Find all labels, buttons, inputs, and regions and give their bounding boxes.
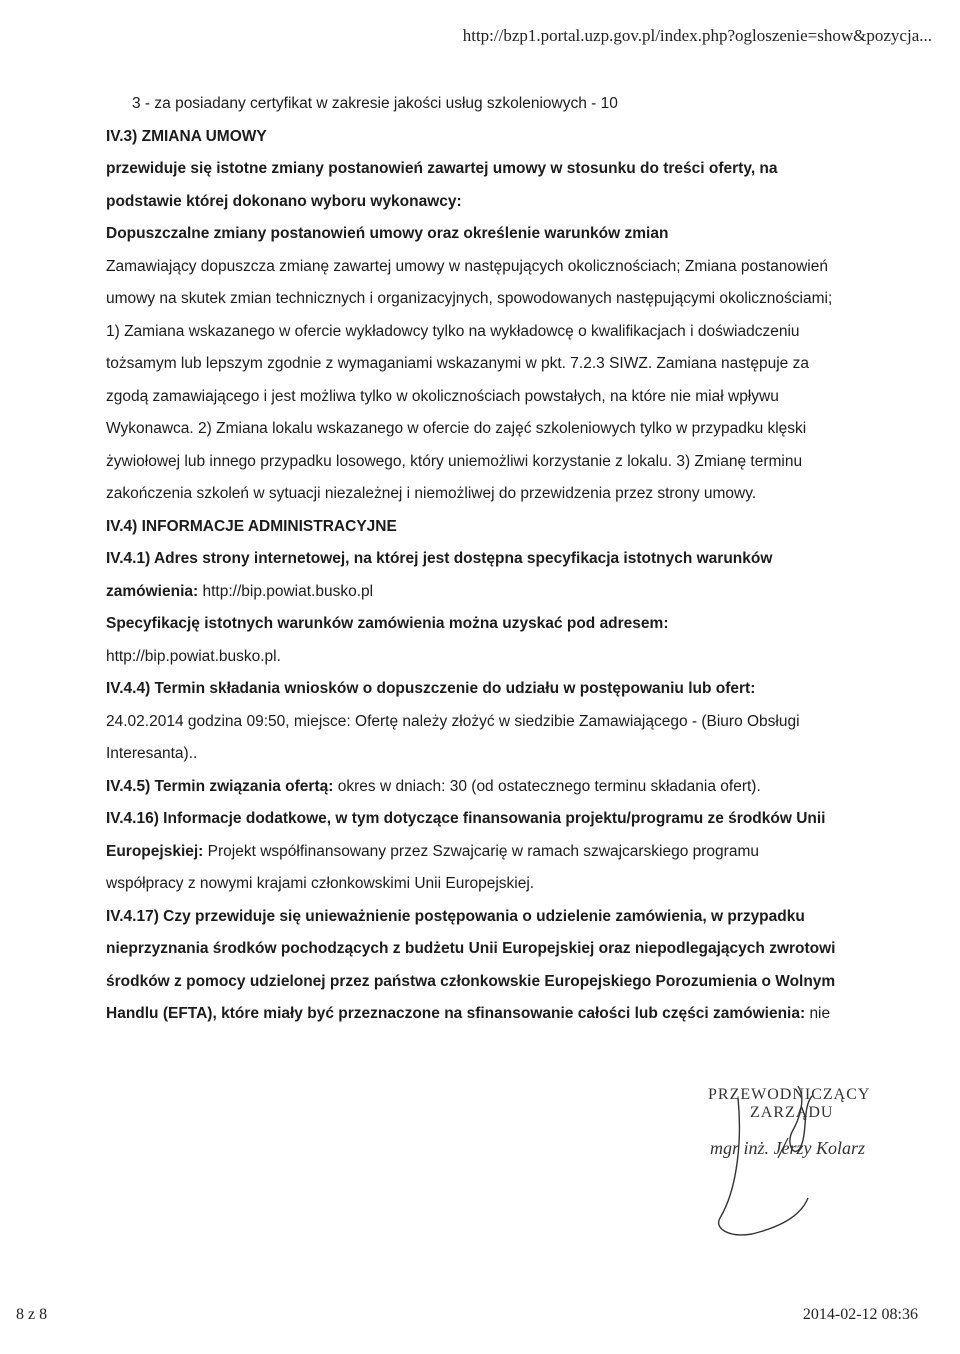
page-number: 8 z 8 xyxy=(16,1306,48,1323)
text-line: IV.4.17) Czy przewiduje się unieważnienie postępowania o udzielenie zamówienia, w przypadku xyxy=(106,907,805,925)
signature-name: mgr inż. Jerzy Kolarz xyxy=(710,1138,866,1158)
text-line: nieprzyznania środków pochodzących z budżetu Unii Europejskiej oraz niepodlegających zwrotowi xyxy=(106,940,836,957)
signature-org: ZARZĄDU xyxy=(750,1104,834,1121)
text-line: umowy na skutek zmian technicznych i organizacyjnych, spowodowanych następującymi okolicznościami; xyxy=(106,290,833,307)
section-heading-zmiana-umowy: IV.3) ZMIANA UMOWY xyxy=(106,127,267,145)
text-line xyxy=(106,836,846,869)
text-line: zakończenia szkoleń w sytuacji niezależnej i niemożliwej do przewidzenia przez strony umowy. xyxy=(106,485,757,502)
projekt-text: Projekt współfinansowany przez Szwajcarię w ramach szwajcarskiego programu xyxy=(207,842,759,860)
text-line: przewiduje się istotne zmiany postanowień zawartej umowy w stosunku do treści oferty, na xyxy=(106,160,778,177)
text-line: 1) Zamiana wskazanego w ofercie wykładowcy tylko na wykładowcę o kwalifikacjach i doświadczeniu xyxy=(106,322,800,340)
signature-title: PRZEWODNICZĄCY xyxy=(708,1086,871,1103)
label-europejskiej: Europejskiej: xyxy=(106,842,204,860)
section-heading-informacje-administracyjne: IV.4) INFORMACJE ADMINISTRACYJNE xyxy=(106,517,397,535)
print-datetime: 2014-02-12 08:36 xyxy=(802,1306,918,1323)
efta-line: Handlu (EFTA), które miały być przeznaczone na sfinansowanie całości lub części zamówienia: xyxy=(106,1005,806,1022)
answer-nie: nie xyxy=(809,1005,831,1022)
text-line: zgodą zamawiającego i jest możliwa tylko w okolicznościach powstałych, na które nie miał wpływu xyxy=(106,387,779,405)
text-line xyxy=(106,771,846,804)
text-line: IV.4.1) Adres strony internetowej, na której jest dostępna specyfikacja istotnych warunków xyxy=(106,550,773,567)
bip-link-2: http://bip.powiat.busko.pl. xyxy=(106,647,281,665)
text-line: tożsamym lub lepszym zgodnie z wymaganiami wskazanymi w pkt. 7.2.3 SIWZ. Zamiana następuje za xyxy=(106,355,809,372)
text-line: środków z pomocy udzielonej przez państwa członkowskie Europejskiego Porozumienia o Wolnym xyxy=(106,972,836,990)
text-line: Interesanta).. xyxy=(106,745,198,762)
page-url: http://bzp1.portal.uzp.gov.pl/index.php?ogloszenie=show&pozycja... xyxy=(462,26,932,45)
termin-zwiazania-value: okres w dniach: 30 (od ostatecznego terminu składania ofert). xyxy=(337,777,761,795)
signature-stamp xyxy=(680,1078,910,1268)
text-line: IV.4.4) Termin składania wniosków o dopuszczenie do udziału w postępowaniu lub ofert: xyxy=(106,680,756,697)
text-line: Wykonawca. 2) Zmiana lokalu wskazanego w ofercie do zajęć szkoleniowych tylko w przypadku klęski xyxy=(106,420,807,437)
text-line xyxy=(106,998,846,1031)
criteria-line: 3 - za posiadany certyfikat w zakresie jakości usług szkoleniowych - 10 xyxy=(132,95,618,112)
text-line: Dopuszczalne zmiany postanowień umowy oraz określenie warunków zmian xyxy=(106,225,669,242)
label-termin-zwiazania: IV.4.5) Termin związania ofertą: xyxy=(106,777,334,795)
label-zamowienia: zamówienia: xyxy=(106,582,199,600)
text-line: 24.02.2014 godzina 09:50, miejsce: Ofertę należy złożyć w siedzibie Zamawiającego - (Biuro Obsługi xyxy=(106,712,800,730)
text-line: współpracy z nowymi krajami członkowskimi Unii Europejskiej. xyxy=(106,875,535,892)
text-line: żywiołowej lub innego przypadku losowego, który uniemożliwi korzystanie z lokalu. 3) Zmianę terminu xyxy=(106,452,803,470)
text-line: Specyfikację istotnych warunków zamówienia można uzyskać pod adresem: xyxy=(106,615,669,632)
text-line: Zamawiający dopuszcza zmianę zawartej umowy w następujących okolicznościach; Zmiana postanowień xyxy=(106,257,828,275)
document-body xyxy=(106,88,846,1031)
bip-link: http://bip.powiat.busko.pl xyxy=(202,582,374,600)
text-line xyxy=(106,576,846,609)
text-line: podstawie której dokonano wyboru wykonawcy: xyxy=(106,192,462,210)
text-line: IV.4.16) Informacje dodatkowe, w tym dotyczące finansowania projektu/programu ze środków Unii xyxy=(106,810,826,827)
